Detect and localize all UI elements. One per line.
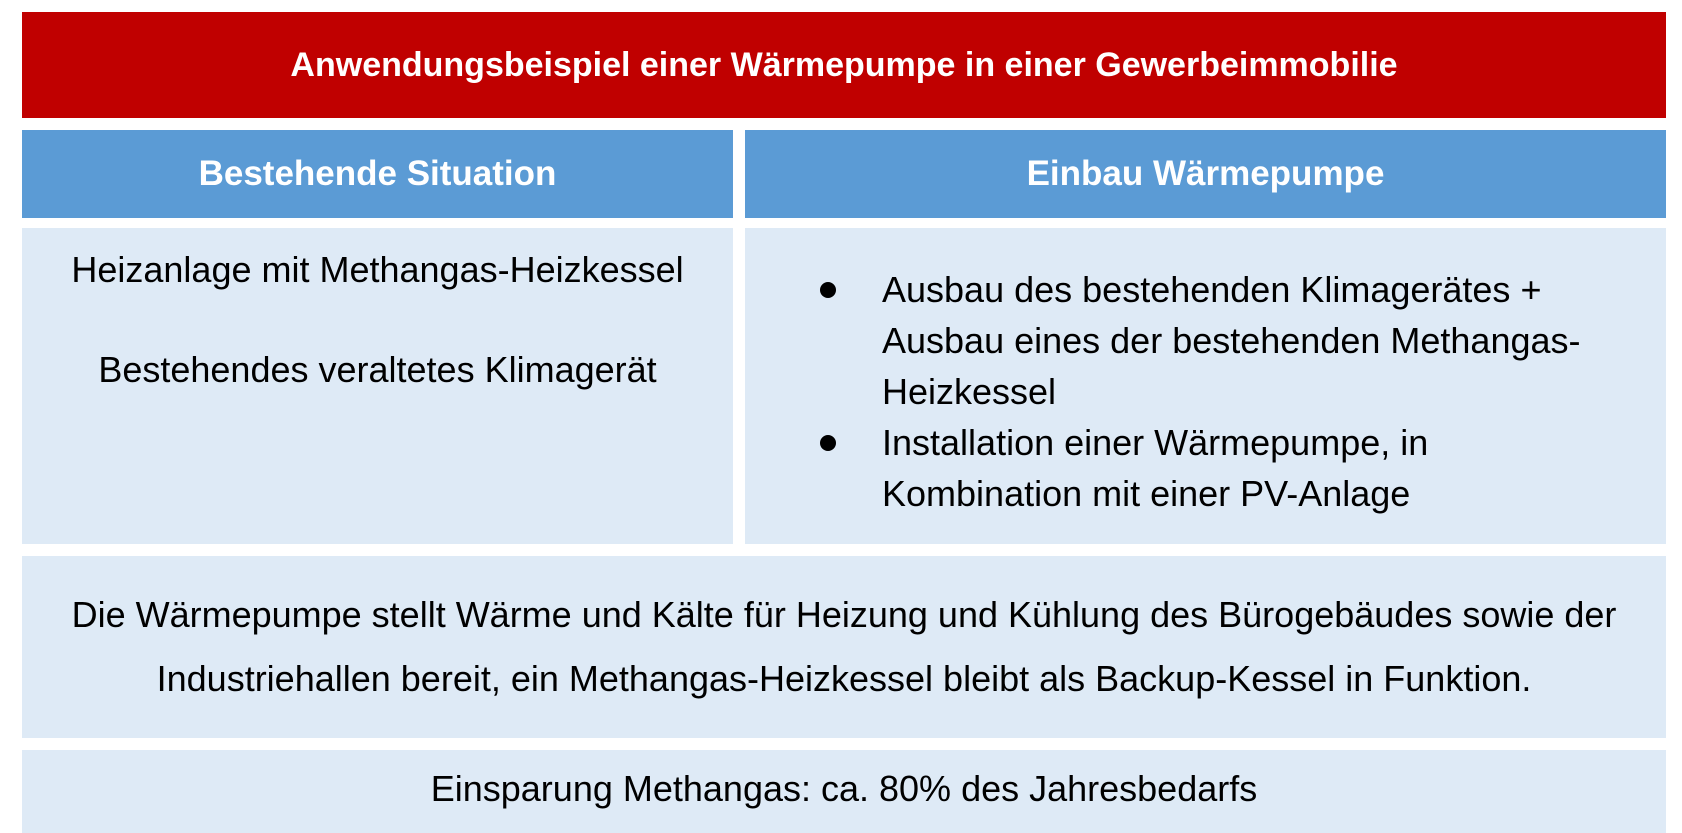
column-header-installation-label: Einbau Wärmepumpe (1026, 154, 1385, 193)
savings-text: Einsparung Methangas: ca. 80% des Jahresbedarfs (430, 767, 1258, 809)
savings-cell (22, 750, 1666, 833)
existing-line-ac: Bestehendes veraltetes Klimagerät (98, 349, 657, 390)
bullet-icon (820, 282, 836, 298)
summary-cell (22, 556, 1666, 738)
bullet-icon (820, 435, 836, 451)
existing-line-heating: Heizanlage mit Methangas-Heizkessel (71, 249, 684, 290)
bullet-text: Ausbau des bestehenden Klimagerätes + Ausbau eines der bestehenden Methangas-Heizkessel (882, 269, 1581, 412)
existing-situation-cell (22, 228, 733, 544)
installation-bullet-list (745, 264, 1666, 519)
table-title-text: Anwendungsbeispiel einer Wärmepumpe in einer Gewerbeimmobilie (290, 45, 1398, 84)
bullet-text: Installation einer Wärmepumpe, in Kombination mit einer PV-Anlage (882, 422, 1429, 514)
summary-text: Die Wärmepumpe stellt Wärme und Kälte für Heizung und Kühlung des Bürogebäudes sowie der Industriehallen bereit, ein Methangas-Heizkessel bleibt als Backup-Kessel in Funktion. (71, 594, 1617, 699)
column-header-installation (745, 130, 1666, 218)
column-header-existing-label: Bestehende Situation (198, 154, 557, 193)
table-title (22, 12, 1666, 118)
installation-cell (745, 228, 1666, 544)
list-item (745, 417, 1666, 519)
list-item (745, 264, 1666, 417)
column-header-existing (22, 130, 733, 218)
